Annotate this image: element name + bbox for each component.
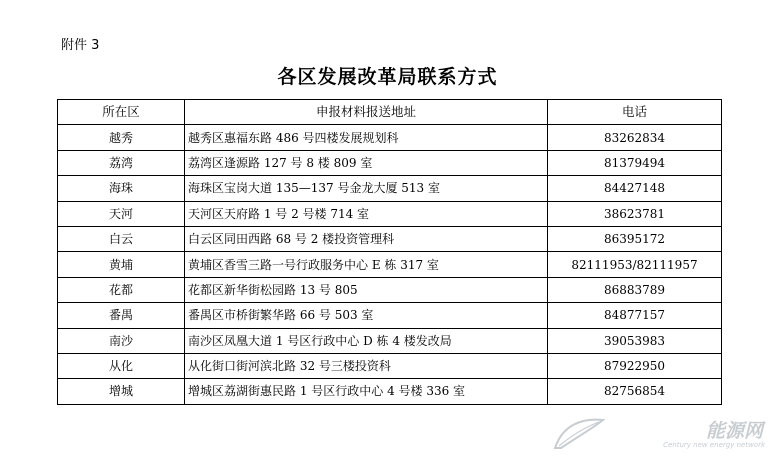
header-phone: 电话	[548, 100, 722, 125]
table-header-row	[58, 100, 722, 125]
table-row	[58, 303, 722, 328]
phone-cell: 81379494	[548, 150, 722, 175]
district-cell: 天河	[58, 201, 185, 226]
address-cell: 花都区新华街松园路 13 号 805	[185, 277, 548, 302]
table-row	[58, 328, 722, 353]
address-cell: 从化街口街河滨北路 32 号三楼投资科	[185, 353, 548, 378]
page-title: 各区发展改革局联系方式	[277, 66, 498, 88]
phone-cell: 83262834	[548, 125, 722, 150]
address-cell: 南沙区凤凰大道 1 号区行政中心 D 栋 4 楼发改局	[185, 328, 548, 353]
leaf-logo-icon	[549, 414, 609, 454]
table-row	[58, 125, 722, 150]
watermark-text: 能源网	[705, 420, 763, 442]
phone-cell: 84427148	[548, 176, 722, 201]
watermark	[549, 414, 769, 454]
district-cell: 南沙	[58, 328, 185, 353]
address-cell: 海珠区宝岗大道 135—137 号金龙大厦 513 室	[185, 176, 548, 201]
phone-cell: 87922950	[548, 353, 722, 378]
phone-cell: 38623781	[548, 201, 722, 226]
watermark-subtext: Century new energy network	[663, 441, 765, 449]
table-row	[58, 353, 722, 378]
phone-cell: 86883789	[548, 277, 722, 302]
district-cell: 荔湾	[58, 150, 185, 175]
district-cell: 番禺	[58, 303, 185, 328]
phone-cell: 39053983	[548, 328, 722, 353]
table-row	[58, 252, 722, 277]
header-address: 申报材料报送地址	[185, 100, 548, 125]
table-row	[58, 277, 722, 302]
address-cell: 荔湾区逢源路 127 号 8 楼 809 室	[185, 150, 548, 175]
contact-table	[57, 99, 722, 405]
table-row	[58, 379, 722, 404]
attachment-label: 附件 3	[61, 38, 100, 53]
address-cell: 黄埔区香雪三路一号行政服务中心 E 栋 317 室	[185, 252, 548, 277]
table-row	[58, 176, 722, 201]
address-cell: 增城区荔湖街惠民路 1 号区行政中心 4 号楼 336 室	[185, 379, 548, 404]
district-cell: 黄埔	[58, 252, 185, 277]
address-cell: 番禺区市桥街繁华路 66 号 503 室	[185, 303, 548, 328]
address-cell: 越秀区惠福东路 486 号四楼发展规划科	[185, 125, 548, 150]
district-cell: 从化	[58, 353, 185, 378]
header-district: 所在区	[58, 100, 185, 125]
address-cell: 天河区天府路 1 号 2 号楼 714 室	[185, 201, 548, 226]
phone-cell: 82756854	[548, 379, 722, 404]
district-cell: 白云	[58, 226, 185, 251]
phone-cell: 84877157	[548, 303, 722, 328]
address-cell: 白云区同田西路 68 号 2 楼投资管理科	[185, 226, 548, 251]
phone-cell: 86395172	[548, 226, 722, 251]
district-cell: 海珠	[58, 176, 185, 201]
table-row	[58, 226, 722, 251]
district-cell: 花都	[58, 277, 185, 302]
district-cell: 越秀	[58, 125, 185, 150]
table-row	[58, 150, 722, 175]
table-row	[58, 201, 722, 226]
district-cell: 增城	[58, 379, 185, 404]
phone-cell: 82111953/82111957	[548, 252, 722, 277]
